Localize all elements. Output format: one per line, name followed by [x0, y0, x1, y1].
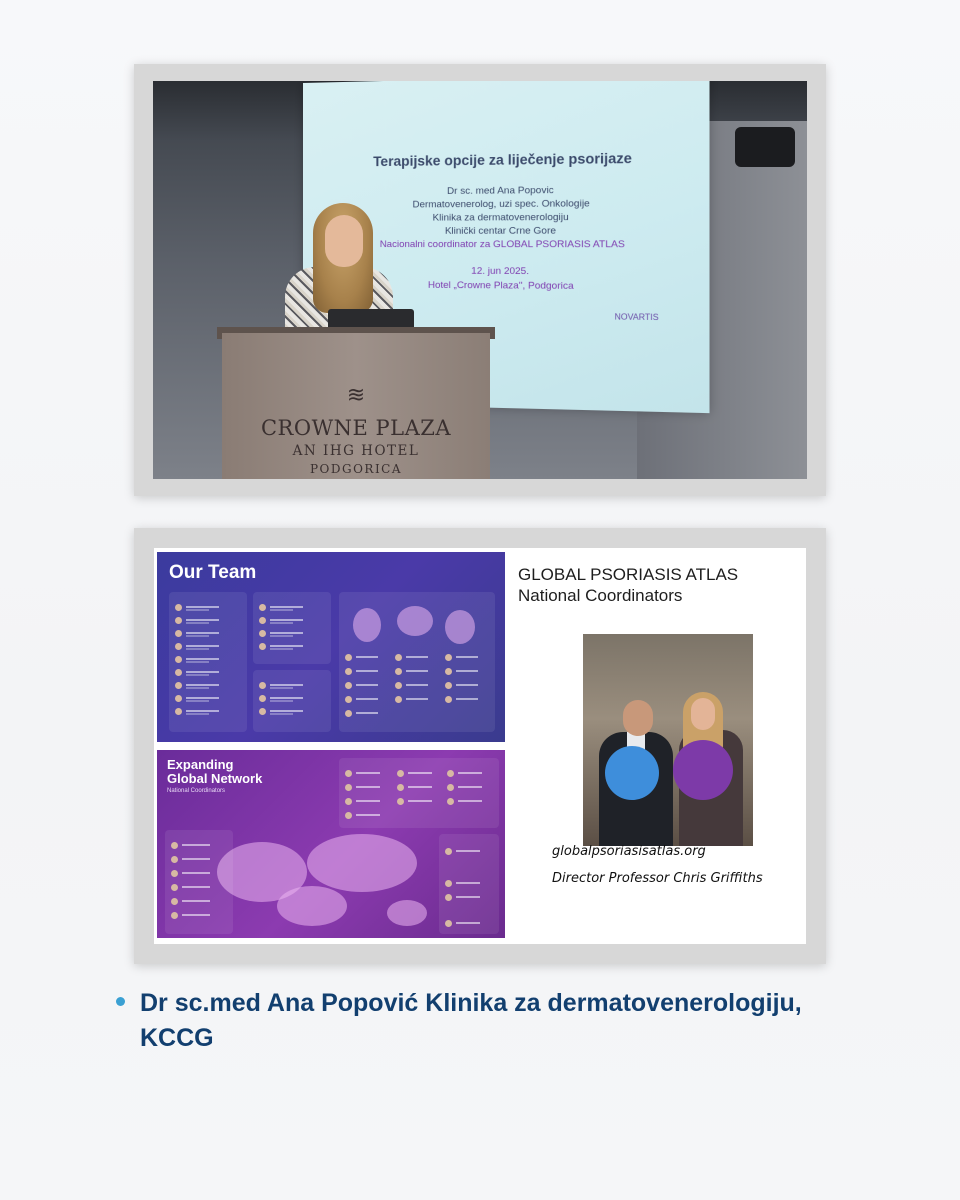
research-team-column [169, 592, 247, 732]
list-item [175, 604, 241, 612]
list-item [171, 856, 227, 864]
list-item [175, 695, 241, 703]
gpa-website: globalpsoriasisatlas.org [552, 844, 706, 859]
global-network-title: Expanding Global Network [167, 757, 263, 786]
slide-brand: NOVARTIS [614, 312, 659, 323]
world-map [277, 886, 347, 926]
photo-content [153, 81, 807, 479]
global-network-panel [157, 750, 505, 938]
list-item [397, 798, 445, 806]
list-item [445, 696, 489, 704]
list-item [259, 695, 325, 703]
map-region [397, 606, 433, 636]
list-item [171, 870, 227, 878]
list-item [447, 798, 495, 806]
slide-line: Dermatovenerolog, uzi spec. Onkologije [412, 198, 590, 211]
board-column [253, 670, 331, 732]
list-item [445, 654, 489, 662]
list-item [445, 920, 493, 928]
list-item [397, 770, 445, 778]
list-item [445, 682, 489, 690]
gpa-title: GLOBAL PSORIASIS ATLAS [518, 565, 739, 584]
list-item [445, 668, 489, 676]
list-item [259, 708, 325, 716]
list-item [175, 708, 241, 716]
europe-column [339, 758, 499, 828]
list-item [345, 812, 393, 820]
slide-content [154, 548, 806, 944]
slide-title: Terapijske opcije za liječenje psorijaze [373, 150, 632, 170]
speaker-face [325, 215, 363, 267]
coordinators-photo [583, 634, 753, 846]
list-item [175, 630, 241, 638]
gpa-director: Director Professor Chris Griffiths [552, 871, 763, 886]
list-item [345, 798, 393, 806]
global-network-subtitle: National Coordinators [167, 788, 226, 794]
list-item [395, 682, 439, 690]
list-item [171, 842, 227, 850]
gpa-subtitle: National Coordinators [518, 586, 683, 605]
list-item [175, 656, 241, 664]
woman-face [691, 698, 715, 730]
slide-venue: Hotel „Crowne Plaza", Podgorica [427, 279, 574, 292]
regions-column [439, 834, 499, 934]
list-item [345, 668, 389, 676]
list-item [395, 696, 439, 704]
world-map [307, 834, 417, 892]
regional-coordinators-column [339, 592, 495, 732]
list-item [259, 682, 325, 690]
list-item [345, 710, 389, 718]
our-team-panel [157, 552, 505, 742]
list-item [445, 848, 493, 856]
hotel-city: PODGORICA [309, 462, 403, 476]
gpa-sign-purple [673, 740, 733, 800]
list-item [447, 784, 495, 792]
list-item [345, 784, 393, 792]
list-item [397, 784, 445, 792]
world-map [387, 900, 427, 926]
our-team-title: Our Team [169, 562, 257, 583]
map-region [445, 610, 475, 644]
hotel-logo-icon: ≋ [346, 383, 366, 408]
list-item [447, 770, 495, 778]
list-item [259, 604, 325, 612]
slide-line: Nacionalni coordinator za GLOBAL PSORIASIS ATLAS [379, 238, 625, 251]
list-item [171, 898, 227, 906]
slide-photo [134, 528, 826, 964]
list-item [259, 617, 325, 625]
gpa-heading [518, 564, 738, 606]
presentation-photo [134, 64, 826, 496]
man-head [623, 700, 653, 736]
list-item [171, 912, 227, 920]
hotel-subtitle: AN IHG HOTEL [292, 443, 420, 459]
bullet-icon [116, 997, 125, 1006]
slide-line: Klinika za dermatovenerologiju [432, 211, 569, 224]
list-item [345, 770, 393, 778]
slide-date: 12. jun 2025. [471, 265, 530, 278]
list-item [175, 643, 241, 651]
list-item [175, 617, 241, 625]
list-item [445, 894, 493, 902]
list-item [259, 643, 325, 651]
list-item [345, 696, 389, 704]
slide-line: Dr sc. med Ana Popovic [447, 184, 554, 197]
list-item [395, 668, 439, 676]
photo-caption: Dr sc.med Ana Popović Klinika za dermatovenerologiju, KCCG [140, 989, 802, 1052]
map-region [353, 608, 381, 642]
hotel-name: CROWNE PLAZA [260, 416, 452, 440]
speaker-box [735, 127, 795, 167]
south-america-column [165, 830, 233, 934]
list-item [345, 682, 389, 690]
list-item [395, 654, 439, 662]
list-item [445, 880, 493, 888]
gpa-sign-blue [605, 746, 659, 800]
list-item [175, 682, 241, 690]
list-item [345, 654, 389, 662]
list-item [175, 669, 241, 677]
slide-line: Klinički centar Crne Gore [444, 225, 557, 237]
list-item [171, 884, 227, 892]
organizations-column [253, 592, 331, 664]
list-item [259, 630, 325, 638]
